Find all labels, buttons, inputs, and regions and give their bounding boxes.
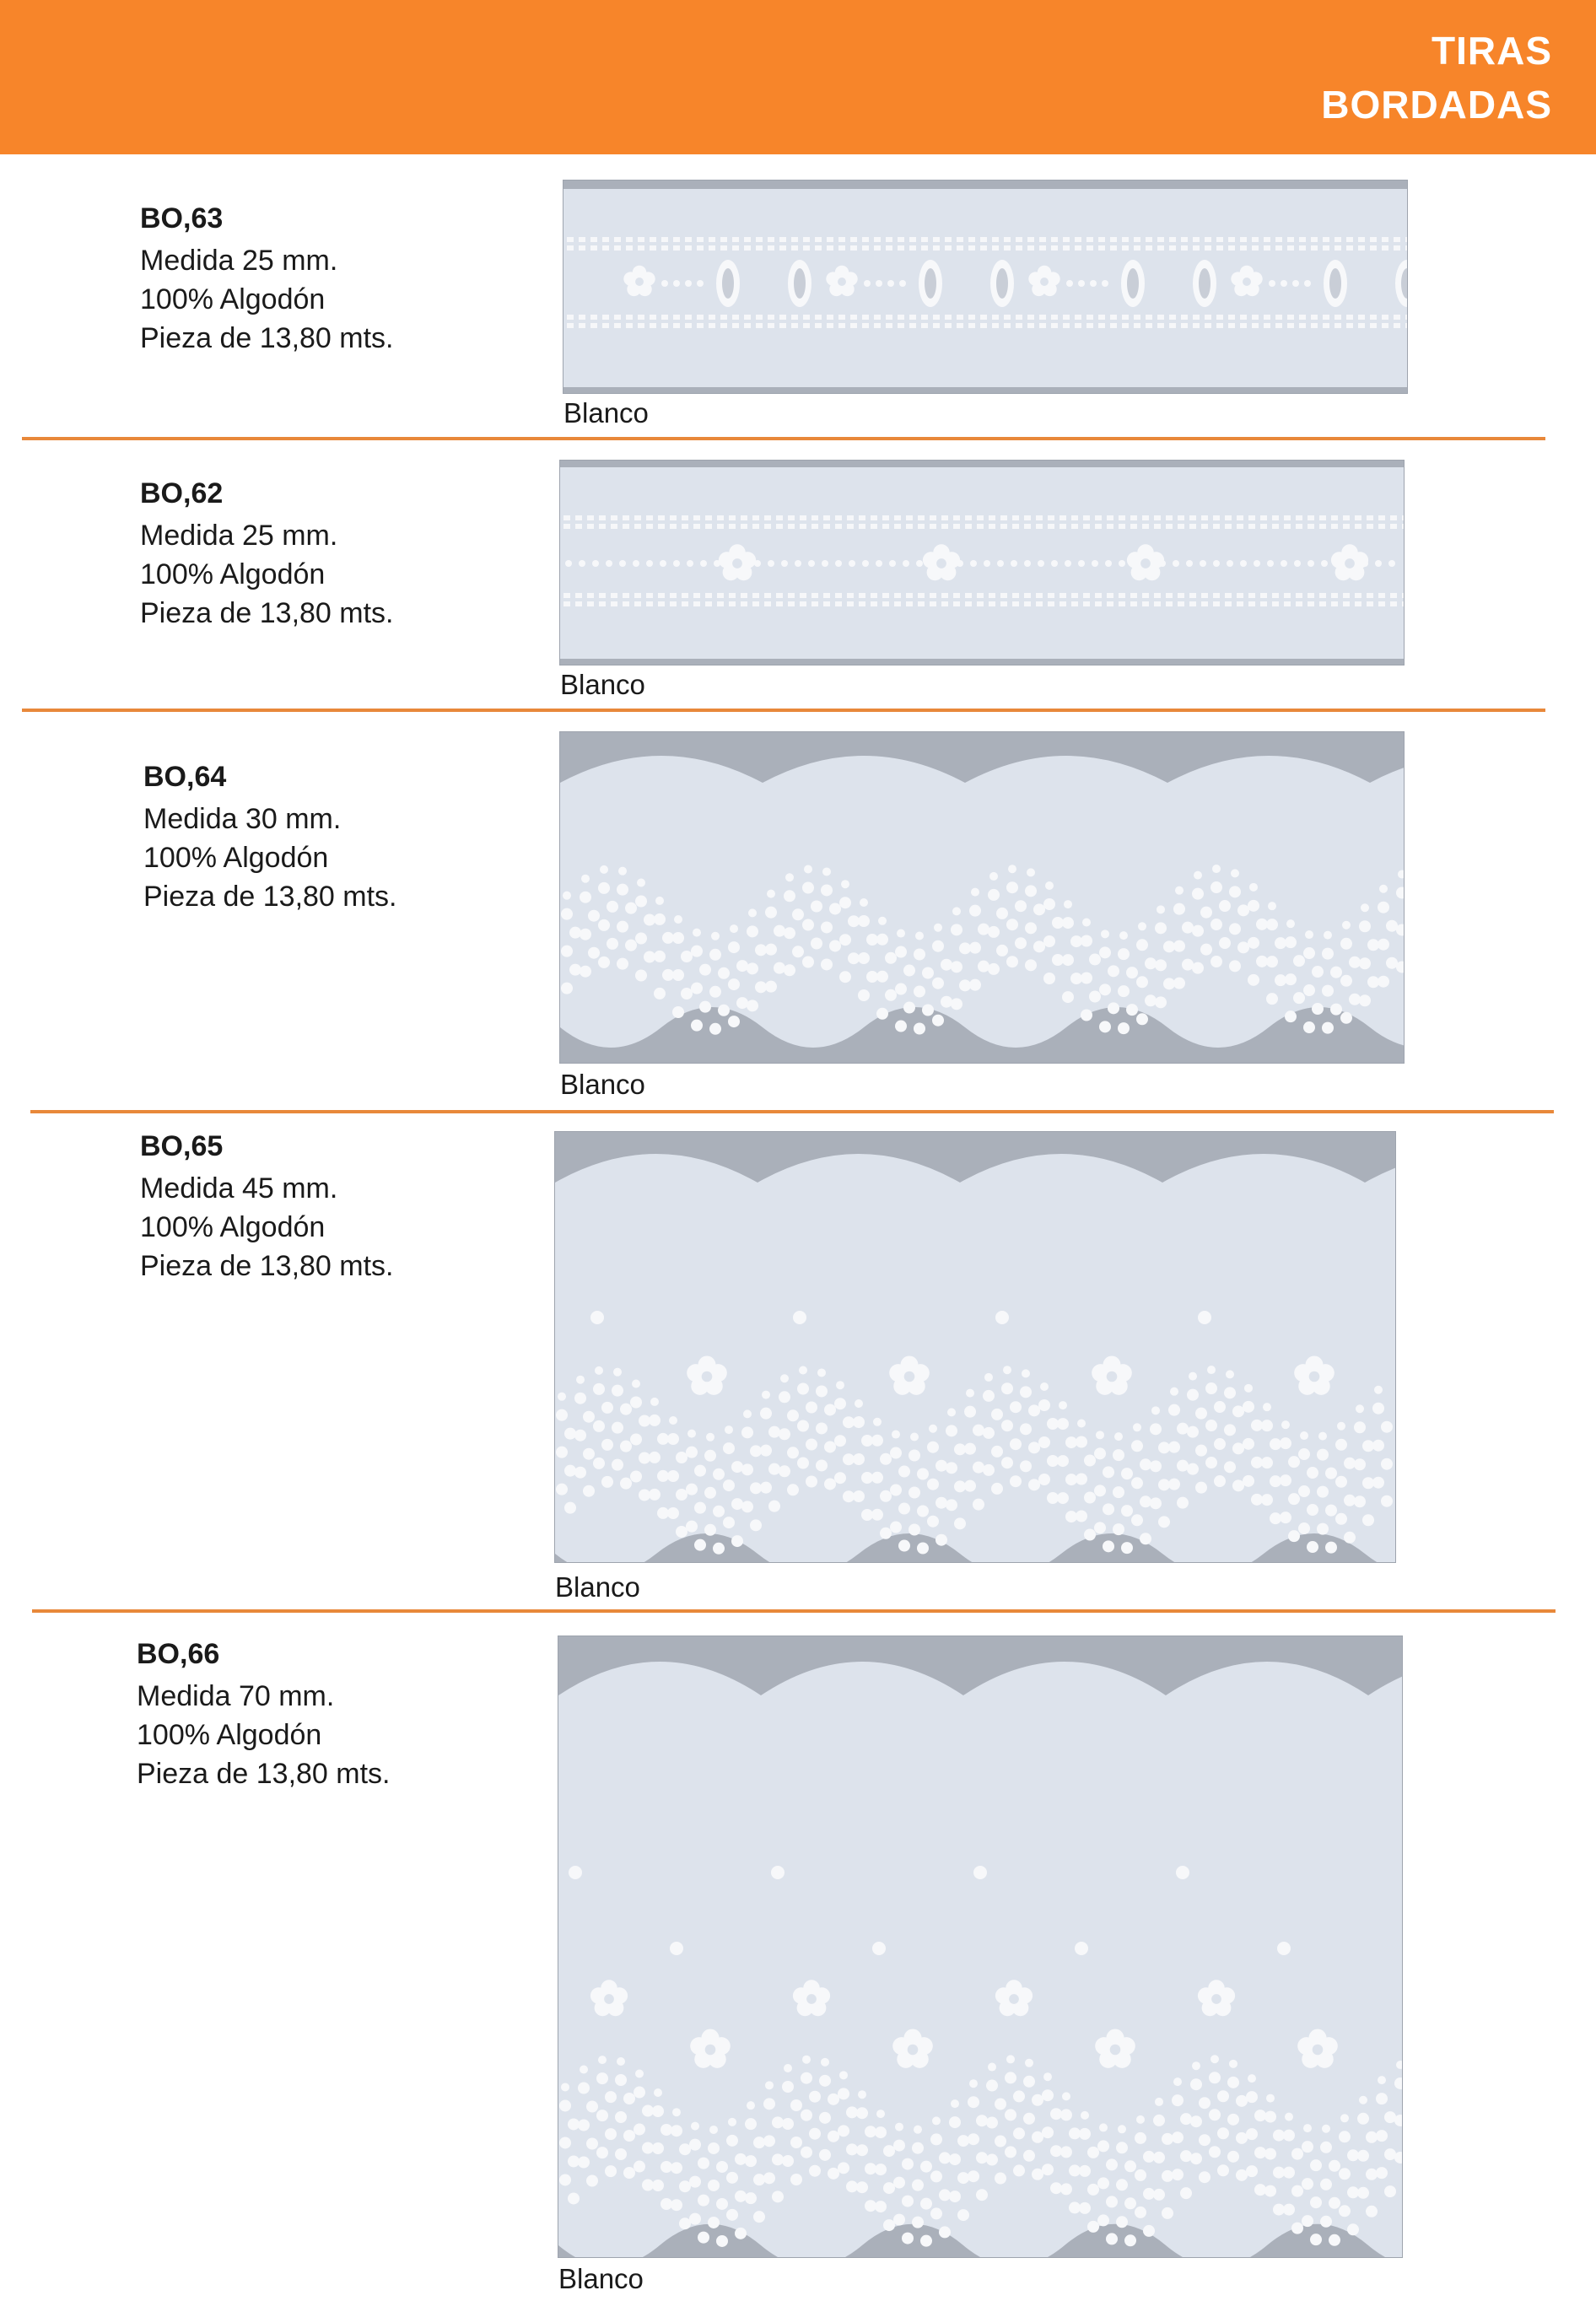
product-size: Medida 25 mm. [140,520,338,552]
product-code: BO,65 [140,1130,224,1162]
product-swatch-bo66 [558,1636,1402,2257]
product-color: Blanco [560,1069,645,1100]
product-code: BO,66 [137,1638,220,1670]
product-code: BO,64 [143,761,227,793]
product-swatch-bo62 [560,461,1404,665]
product-size: Medida 45 mm. [140,1172,338,1204]
product-info-bo65 [140,1127,394,1285]
page-title-line-2: BORDADAS [1321,83,1552,127]
divider [22,437,1545,440]
product-material: 100% Algodón [137,1719,322,1751]
product-color: Blanco [563,397,649,428]
product-code: BO,63 [140,202,224,234]
product-swatch-bo63 [563,181,1407,393]
product-material: 100% Algodón [140,1211,326,1243]
product-piece: Pieza de 13,80 mts. [143,881,397,913]
divider [32,1609,1556,1613]
product-material: 100% Algodón [140,283,326,315]
product-info-bo66 [137,1635,391,1793]
product-material: 100% Algodón [140,558,326,590]
product-piece: Pieza de 13,80 mts. [140,597,394,629]
product-material: 100% Algodón [143,842,329,874]
page-title-line-1: TIRAS [1432,29,1552,73]
page-title [1215,24,1552,132]
divider [22,709,1545,712]
product-color: Blanco [558,2263,644,2294]
divider [30,1110,1554,1113]
lace-illustration [560,461,1404,665]
product-swatch-bo64 [560,732,1404,1063]
product-info-bo64 [143,757,397,916]
product-size: Medida 70 mm. [137,1680,335,1712]
product-piece: Pieza de 13,80 mts. [140,1250,394,1282]
product-color: Blanco [560,669,645,700]
product-info-bo62 [140,474,394,633]
page-header [0,0,1596,154]
lace-illustration [563,181,1407,393]
lace-illustration [558,1636,1402,2257]
lace-illustration [560,732,1404,1063]
product-piece: Pieza de 13,80 mts. [140,322,394,354]
product-size: Medida 25 mm. [140,245,338,277]
product-size: Medida 30 mm. [143,803,342,835]
lace-illustration [555,1132,1395,1562]
product-code: BO,62 [140,477,224,509]
product-swatch-bo65 [555,1132,1395,1562]
product-color: Blanco [555,1571,640,1603]
product-info-bo63 [140,199,394,358]
product-piece: Pieza de 13,80 mts. [137,1758,391,1790]
